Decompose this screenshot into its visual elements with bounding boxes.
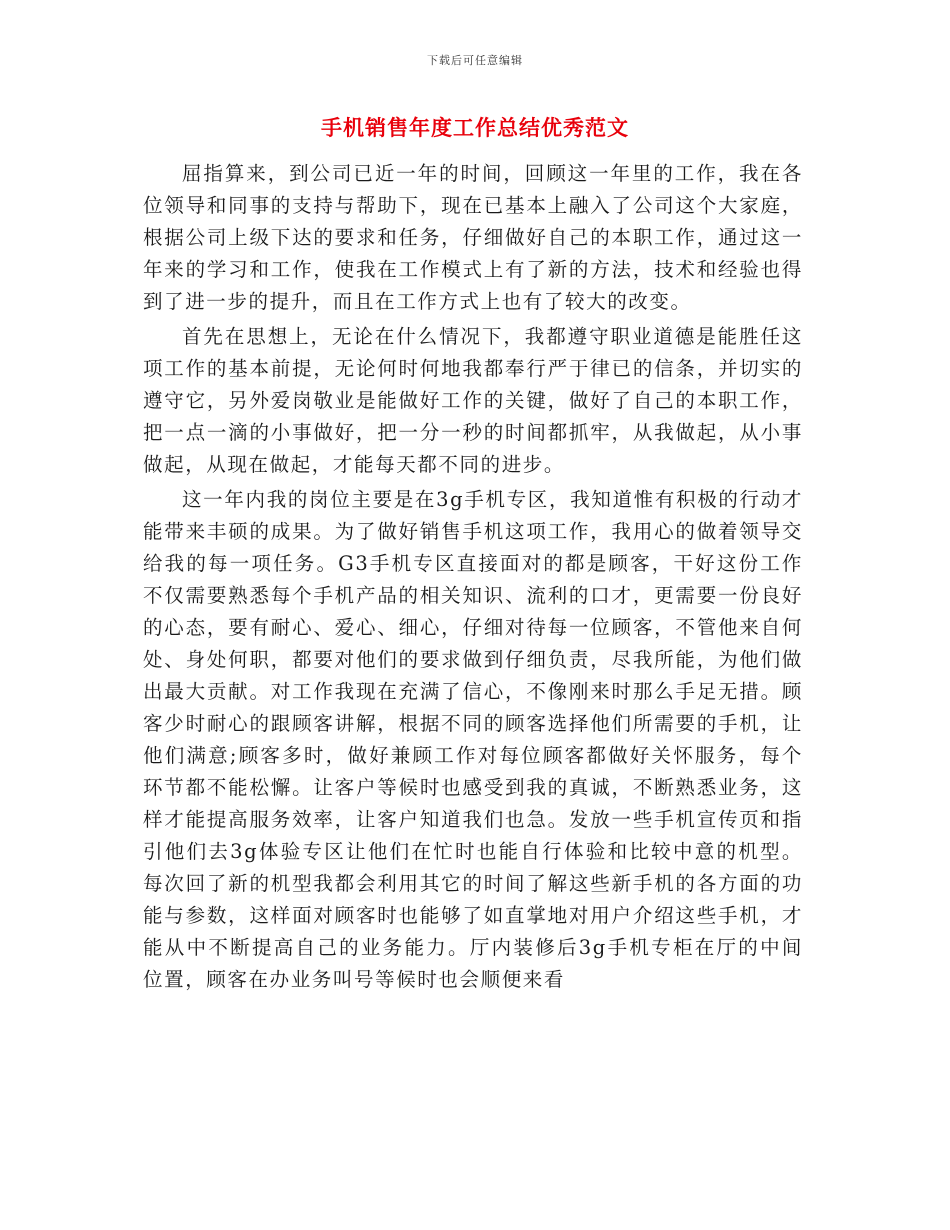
paragraph-2: 首先在思想上，无论在什么情况下，我都遵守职业道德是能胜任这项工作的基本前提，无论何时何地我都奉行严于律已的信条，并切实的遵守它，另外爱岗敬业是能做好工作的关键，做好了自己的本职工作，把一点一滴的小事做好，把一分一秒的时间都抓牢，从我做起，从小事做起，从现在做起，才能每天都不同的进步。 [143, 325, 803, 476]
document-body [143, 158, 803, 996]
document-title: 手机销售年度工作总结优秀范文 [321, 116, 629, 140]
header-note: 下载后可任意编辑 [427, 54, 523, 67]
paragraph-3: 这一年内我的岗位主要是在3g手机专区，我知道惟有积极的行动才能带来丰硕的成果。为了做好销售手机这项工作，我用心的做着领导交给我的每一项任务。G3手机专区直接面对的都是顾客，干好这份工作不仅需要熟悉每个手机产品的相关知识、流利的口才，更需要一份良好的心态，要有耐心、爱心、细心，仔细对待每一位顾客，不管他来自何处、身处何职，都要对他们的要求做到仔细负责，尽我所能，为他们做出最大贡献。对工作我现在充满了信心，不像刚来时那么手足无措。顾客少时耐心的跟顾客讲解，根据不同的顾客选择他们所需要的手机，让他们满意;顾客多时，做好兼顾工作对每位顾客都做好关怀服务，每个环节都不能松懈。让客户等候时也感受到我的真诚，不断熟悉业务，这样才能提高服务效率，让客户知道我们也急。发放一些手机宣传页和指引他们去3g体验专区让他们在忙时也能自行体验和比较中意的机型。每次回了新的机型我都会利用其它的时间了解这些新手机的各方面的功能与参数，这样面对顾客时也能够了如直掌地对用户介绍这些手机，才能从中不断提高自己的业务能力。厅内装修后3g手机专柜在厅的中间位置，顾客在办业务叫号等候时也会顺便来看 [143, 488, 803, 991]
paragraph-1: 屈指算来，到公司已近一年的时间，回顾这一年里的工作，我在各位领导和同事的支持与帮助下，现在已基本上融入了公司这个大家庭，根据公司上级下达的要求和任务，仔细做好自己的本职工作，通过这一年来的学习和工作，使我在工作模式上有了新的方法，技术和经验也得到了进一步的提升，而且在工作方式上也有了较大的改变。 [143, 162, 803, 313]
